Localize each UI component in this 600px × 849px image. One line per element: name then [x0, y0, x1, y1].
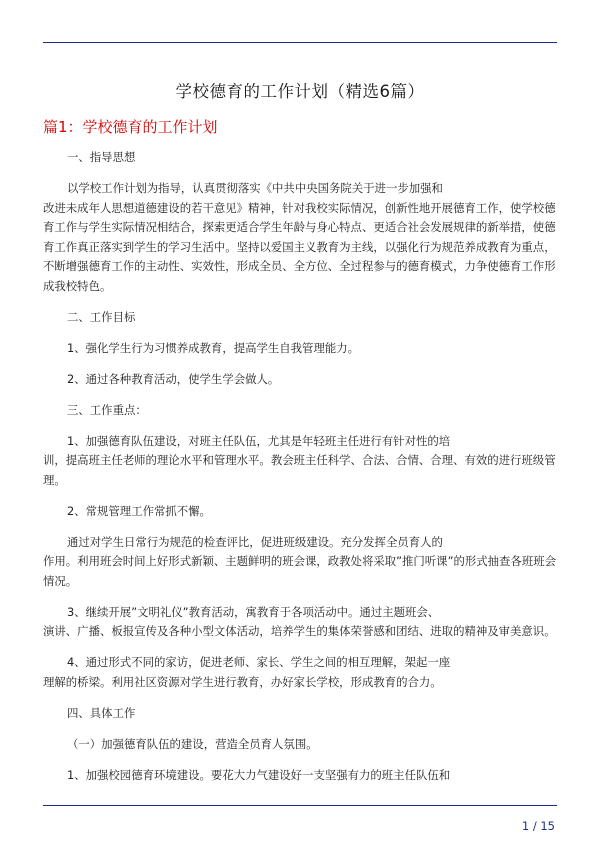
paragraph: 理解的桥梁。利用社区资源对学生进行教育，办好家长学校，形成教育的合力。 — [43, 674, 442, 689]
paragraph-line: 1、加强德育队伍建设，对班主任队伍，尤其是年轻班主任进行有针对性的培 — [67, 433, 451, 448]
paragraph-line: 4、通过形式不同的家访，促进老师、家长、学生之间的相互理解，架起一座 — [67, 655, 451, 669]
document-body — [43, 148, 557, 785]
heading-work-goals: 二、工作目标 — [67, 309, 136, 324]
paragraph: 演讲、广播、板报宣传及各种小型文体活动，培养学生的集体荣誉感和团结、进取的精神及审美意识。 — [43, 624, 556, 638]
paragraph-line: 1、加强校园德育环境建设。要花大力气建设好一支坚强有力的班主任队伍和 — [67, 767, 451, 782]
paragraph-line: 3、继续开展”文明礼仪”教育活动，寓教育于各项活动中。通过主题班会、 — [67, 604, 440, 619]
paragraph: 训，提高班主任老师的理论水平和管理水平。教会班主任科学、合法、合情、合理、有效的进行班级管理。 — [43, 453, 556, 487]
document-title: 学校德育的工作计划（精选6篇） — [175, 82, 425, 101]
goal-item: 2、通过各种教育活动，使学生学会做人。 — [67, 371, 280, 386]
paragraph-line: 通过对学生日常行为规范的检查评比，促进班级建设。充分发挥全员育人的 — [67, 534, 443, 549]
heading-work-focus: 三、工作重点： — [67, 402, 147, 417]
footer-rule — [43, 805, 557, 806]
header-rule — [43, 42, 557, 43]
heading-specific-work: 四、具体工作 — [67, 705, 136, 720]
paragraph-line: 2、常规管理工作常抓不懈。 — [67, 503, 211, 518]
heading-guiding-ideology: 一、指导思想 — [67, 150, 136, 164]
paragraph: 作用。利用班会时间上好形式新颖、主题鲜明的班会课，政教处将采取”推门听课”的形式抽查各班班会情况。 — [43, 554, 556, 588]
section-heading: 篇1：学校德育的工作计划 — [43, 118, 218, 136]
paragraph-line: 以学校工作计划为指导，认真贯彻落实《中共中央国务院关于进一步加强和 — [67, 181, 443, 195]
goal-item: 1、强化学生行为习惯养成教育，提高学生自我管理能力。 — [67, 340, 360, 355]
subheading: （一）加强德育队伍的建设，营造全员育人氛围。 — [67, 736, 318, 751]
page-indicator: 1 / 15 — [521, 819, 555, 833]
paragraph: 改进未成年人思想道德建设的若干意见》精神，针对我校实际情况，创新性地开展德育工作，使学校德育工作与学生实际情况相结合，探索更适合学生年龄与身心特点、更适合社会发展规律的新举措，使德育工作真正落实到学生的学习生活中。坚持以爱国主义教育为主线，以强化行为规范养成教育为重点，不断增强德育工作的主动性、实效性，形成全员、全方位、全过程参与的德育模式，力争使德育工作形成我校特色。 — [43, 200, 556, 293]
